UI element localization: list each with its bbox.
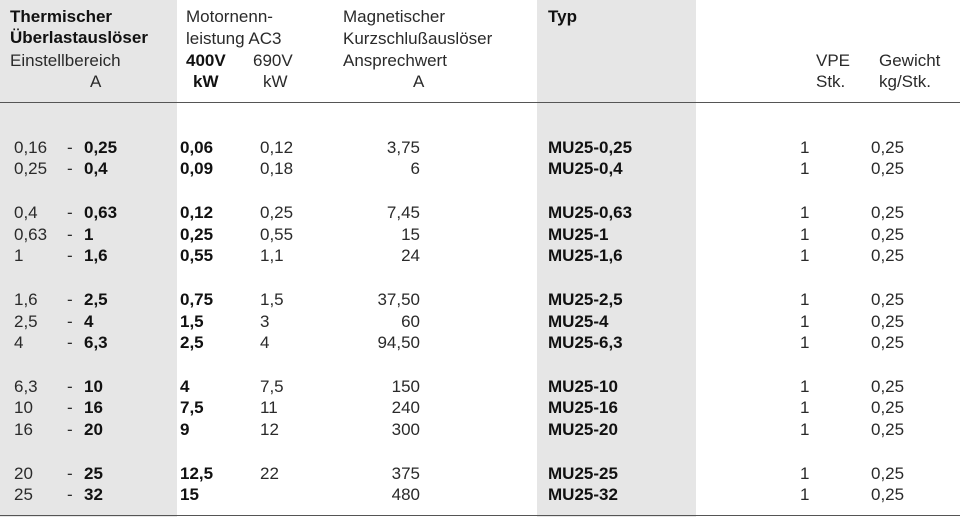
cell-magnetic-value: 94,50 — [377, 333, 420, 352]
cell-power-690v: 1,5 — [260, 290, 284, 309]
cell-range-dash: - — [67, 138, 73, 157]
header-weight: Gewicht — [879, 51, 941, 70]
cell-range-from: 20 — [14, 464, 33, 483]
cell-typ: MU25-1 — [548, 225, 609, 244]
cell-power-690v: 3 — [260, 312, 270, 331]
cell-range-from: 1,6 — [14, 290, 38, 309]
cell-weight: 0,25 — [871, 333, 905, 352]
header-thermal-unit: A — [90, 72, 102, 91]
cell-power-400v: 12,5 — [180, 464, 214, 483]
header-motor-line1: Motornenn- — [186, 7, 273, 26]
cell-range-from: 2,5 — [14, 312, 38, 331]
header-motor-kw-690: kW — [263, 72, 288, 91]
cell-magnetic-value: 375 — [391, 464, 420, 483]
cell-vpe: 1 — [800, 464, 810, 483]
cell-magnetic-value: 300 — [391, 420, 420, 439]
cell-power-690v: 1,1 — [260, 246, 284, 265]
cell-power-400v: 15 — [180, 485, 199, 504]
cell-typ: MU25-0,4 — [548, 159, 623, 178]
cell-range-dash: - — [67, 203, 73, 222]
cell-weight: 0,25 — [871, 203, 905, 222]
cell-vpe: 1 — [800, 398, 810, 417]
cell-power-690v: 7,5 — [260, 377, 284, 396]
header-magnetic-line2: Kurzschlußauslöser — [343, 29, 493, 48]
cell-range-to: 20 — [84, 420, 103, 439]
cell-typ: MU25-25 — [548, 464, 618, 483]
cell-power-400v: 0,25 — [180, 225, 214, 244]
cell-range-dash: - — [67, 398, 73, 417]
header-vpe: VPE — [816, 51, 851, 70]
cell-range-to: 1,6 — [84, 246, 108, 265]
cell-power-690v: 0,55 — [260, 225, 294, 244]
cell-range-from: 0,63 — [14, 225, 48, 244]
cell-magnetic-value: 15 — [401, 225, 420, 244]
cell-weight: 0,25 — [871, 290, 905, 309]
header-motor-690v: 690V — [253, 51, 293, 70]
cell-range-from: 25 — [14, 485, 33, 504]
cell-typ: MU25-2,5 — [548, 290, 623, 309]
cell-vpe: 1 — [800, 246, 810, 265]
cell-range-to: 2,5 — [84, 290, 108, 309]
cell-magnetic-value: 3,75 — [386, 138, 420, 157]
cell-range-to: 10 — [84, 377, 103, 396]
cell-vpe: 1 — [800, 138, 810, 157]
cell-vpe: 1 — [800, 420, 810, 439]
cell-range-dash: - — [67, 246, 73, 265]
cell-vpe: 1 — [800, 377, 810, 396]
cell-power-690v: 22 — [260, 464, 279, 483]
cell-typ: MU25-16 — [548, 398, 618, 417]
cell-weight: 0,25 — [871, 138, 905, 157]
cell-weight: 0,25 — [871, 225, 905, 244]
cell-range-to: 16 — [84, 398, 103, 417]
cell-weight: 0,25 — [871, 312, 905, 331]
header-thermal-line3: Einstellbereich — [10, 51, 121, 70]
cell-power-690v: 11 — [260, 398, 278, 417]
cell-magnetic-value: 150 — [391, 377, 420, 396]
cell-vpe: 1 — [800, 312, 810, 331]
cell-typ: MU25-10 — [548, 377, 618, 396]
cell-power-690v: 12 — [260, 420, 279, 439]
cell-power-400v: 0,12 — [180, 203, 214, 222]
cell-power-400v: 0,09 — [180, 159, 214, 178]
cell-range-to: 0,4 — [84, 159, 108, 178]
cell-power-690v: 0,18 — [260, 159, 294, 178]
cell-range-from: 0,25 — [14, 159, 48, 178]
cell-range-to: 1 — [84, 225, 94, 244]
cell-vpe: 1 — [800, 225, 810, 244]
cell-power-400v: 9 — [180, 420, 190, 439]
cell-range-dash: - — [67, 333, 73, 352]
header-divider — [0, 102, 960, 103]
cell-range-dash: - — [67, 290, 73, 309]
cell-range-from: 10 — [14, 398, 33, 417]
cell-range-dash: - — [67, 485, 73, 504]
cell-power-400v: 0,75 — [180, 290, 214, 309]
header-motor-line2: leistung AC3 — [186, 29, 282, 48]
header-typ: Typ — [548, 7, 577, 26]
cell-magnetic-value: 60 — [401, 312, 420, 331]
cell-vpe: 1 — [800, 333, 810, 352]
cell-range-dash: - — [67, 464, 73, 483]
cell-range-to: 0,25 — [84, 138, 118, 157]
cell-power-690v: 0,25 — [260, 203, 294, 222]
cell-range-from: 0,16 — [14, 138, 48, 157]
header-vpe-unit: Stk. — [816, 72, 846, 91]
cell-range-to: 4 — [84, 312, 94, 331]
table-bottom-rule — [0, 515, 960, 516]
cell-magnetic-value: 240 — [391, 398, 420, 417]
cell-weight: 0,25 — [871, 377, 905, 396]
header-magnetic-unit: A — [413, 72, 425, 91]
cell-magnetic-value: 6 — [410, 159, 420, 178]
cell-power-400v: 0,06 — [180, 138, 214, 157]
header-motor-kw-400: kW — [193, 72, 219, 91]
cell-range-from: 1 — [14, 246, 24, 265]
cell-range-dash: - — [67, 420, 73, 439]
cell-range-from: 4 — [14, 333, 24, 352]
cell-magnetic-value: 7,45 — [386, 203, 420, 222]
header-magnetic-line1: Magnetischer — [343, 7, 446, 26]
cell-typ: MU25-6,3 — [548, 333, 623, 352]
cell-vpe: 1 — [800, 485, 810, 504]
cell-power-690v: 0,12 — [260, 138, 294, 157]
cell-power-400v: 7,5 — [180, 398, 204, 417]
cell-weight: 0,25 — [871, 485, 905, 504]
header-magnetic-line3: Ansprechwert — [343, 51, 447, 70]
cell-typ: MU25-0,63 — [548, 203, 633, 222]
cell-range-to: 6,3 — [84, 333, 108, 352]
header-motor-400v: 400V — [186, 51, 226, 70]
cell-magnetic-value: 24 — [401, 246, 420, 265]
cell-range-dash: - — [67, 159, 73, 178]
cell-range-dash: - — [67, 312, 73, 331]
cell-vpe: 1 — [800, 203, 810, 222]
cell-vpe: 1 — [800, 159, 810, 178]
cell-typ: MU25-32 — [548, 485, 618, 504]
cell-weight: 0,25 — [871, 420, 905, 439]
cell-vpe: 1 — [800, 290, 810, 309]
header-thermal-line1: Thermischer — [10, 7, 113, 26]
cell-power-690v: 4 — [260, 333, 270, 352]
cell-range-dash: - — [67, 225, 73, 244]
cell-weight: 0,25 — [871, 159, 905, 178]
header-thermal-line2: Überlastauslöser — [10, 28, 148, 47]
cell-range-from: 6,3 — [14, 377, 38, 396]
cell-typ: MU25-4 — [548, 312, 609, 331]
cell-power-400v: 2,5 — [180, 333, 204, 352]
cell-power-400v: 1,5 — [180, 312, 204, 331]
cell-range-to: 32 — [84, 485, 103, 504]
cell-power-400v: 4 — [180, 377, 190, 396]
cell-range-dash: - — [67, 377, 73, 396]
cell-typ: MU25-1,6 — [548, 246, 623, 265]
cell-magnetic-value: 480 — [391, 485, 420, 504]
cell-typ: MU25-20 — [548, 420, 618, 439]
cell-weight: 0,25 — [871, 464, 905, 483]
cell-typ: MU25-0,25 — [548, 138, 633, 157]
cell-range-to: 0,63 — [84, 203, 118, 222]
cell-range-from: 16 — [14, 420, 33, 439]
cell-weight: 0,25 — [871, 246, 905, 265]
cell-range-from: 0,4 — [14, 203, 38, 222]
cell-weight: 0,25 — [871, 398, 905, 417]
header-weight-unit: kg/Stk. — [879, 72, 931, 91]
cell-magnetic-value: 37,50 — [377, 290, 420, 309]
cell-range-to: 25 — [84, 464, 103, 483]
cell-power-400v: 0,55 — [180, 246, 214, 265]
